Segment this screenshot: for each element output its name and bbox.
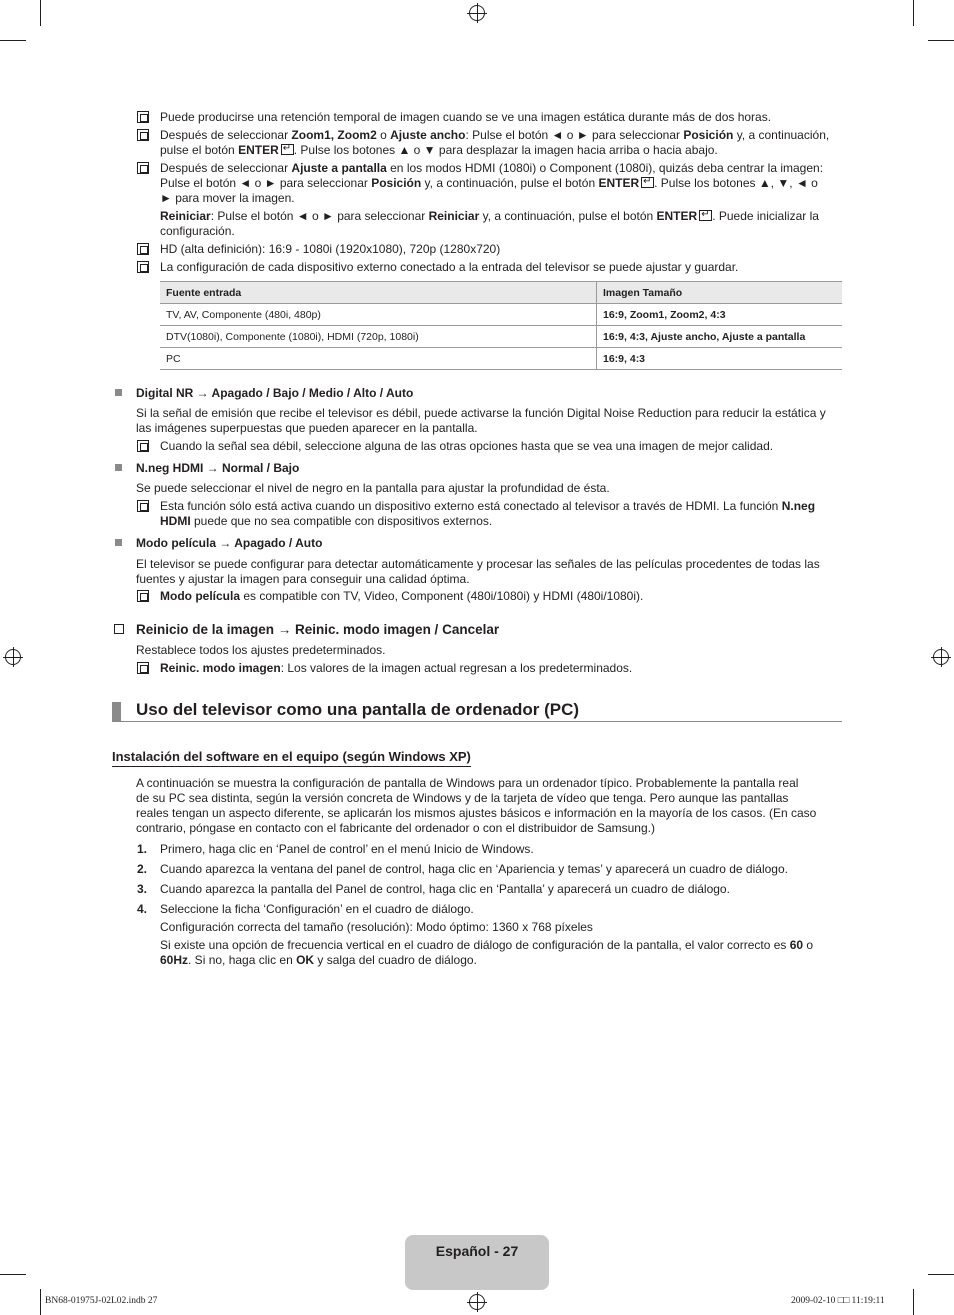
note-text: La configuración de cada dispositivo externo conectado a la entrada del televisor se puede ajustar y guardar. — [160, 260, 739, 274]
registration-mark-icon — [469, 1294, 485, 1310]
body-text: Si la señal de emisión que recibe el televisor es débil, puede activarse la función Digital Noise Reduction para reducir la estática y — [136, 406, 826, 420]
enter-icon — [641, 177, 654, 188]
note-text: Reiniciar: Pulse el botón ◄ o ► para seleccionar Reiniciar y, a continuación, pulse el botón ENTER↵ . Puede inicializar la — [160, 209, 819, 224]
note-text: HDMI puede que no sea compatible con dispositivos externos. — [160, 514, 493, 528]
note-text: HD (alta definición): 16:9 - 1080i (1920x1080), 720p (1280x720) — [160, 242, 501, 256]
checkbox-bullet-icon — [114, 624, 124, 634]
note-text: Después de seleccionar Zoom1, Zoom2 o Ajuste ancho: Pulse el botón ◄ o ► para seleccionar Posición y, a continuación, — [160, 128, 830, 142]
note-text: pulse el botón ENTER↵ . Pulse los botones ▲ o ▼ para desplazar la imagen hacia arriba o hacia abajo. — [160, 143, 718, 158]
body-text: Restablece todos los ajustes predeterminados. — [136, 643, 386, 657]
crop-mark — [913, 0, 914, 26]
note-text: Cuando la señal sea débil, seleccione alguna de las otras opciones hasta que se vea una imagen de mejor calidad. — [160, 439, 774, 453]
table-header: Fuente entrada — [160, 282, 597, 304]
note-text: Pulse el botón ◄ o ► para seleccionar Posición y, a continuación, pulse el botón ENTER↵ . Pulse los botones ▲, ▼, ◄ o — [160, 176, 818, 191]
table-cell: 16:9, 4:3 — [597, 348, 843, 370]
item-title: N.neg HDMI → Normal / Bajo — [136, 461, 300, 475]
enter-icon — [281, 144, 294, 155]
table-row — [160, 326, 842, 348]
item-title: Modo película → Apagado / Auto — [136, 536, 323, 550]
table-cell: DTV(1080i), Componente (1080i), HDMI (720p, 1080i) — [160, 326, 597, 348]
bullet-square-icon — [115, 464, 122, 471]
note-text: Esta función sólo está activa cuando un dispositivo externo está conectado al televisor a través de HDMI. La función N.neg — [160, 499, 816, 513]
step-text: Cuando aparezca la pantalla del Panel de control, haga clic en ‘Pantalla’ y aparecerá un cuadro de diálogo. — [160, 882, 730, 896]
step-text: Configuración correcta del tamaño (resolución): Modo óptimo: 1360 x 768 píxeles — [160, 920, 593, 934]
note-icon — [137, 129, 149, 141]
registration-mark-icon — [5, 649, 21, 665]
crop-mark — [0, 40, 26, 41]
step-text: 60Hz. Si no, haga clic en OK y salga del cuadro de diálogo. — [160, 953, 477, 967]
page-number: Español - 27 — [435, 1243, 519, 1259]
crop-mark — [0, 1274, 26, 1275]
note-icon — [137, 243, 149, 255]
body-text: fuentes y ajustar la imagen para conseguir una calidad óptima. — [136, 572, 470, 586]
intro-text: A continuación se muestra la configuración de pantalla de Windows para un ordenador típico. Probablemente la pantalla real — [136, 776, 799, 790]
intro-text: de su PC sea distinta, según la versión concreta de Windows y de la tarjeta de vídeo que tenga. Pero aunque las pantallas — [136, 791, 789, 805]
bullet-square-icon — [115, 389, 122, 396]
table-header: Imagen Tamaño — [597, 282, 843, 304]
step-number: 3. — [137, 882, 148, 896]
step-number: 4. — [137, 902, 148, 916]
note-icon — [137, 261, 149, 273]
registration-mark-icon — [933, 649, 949, 665]
table-cell: 16:9, Zoom1, Zoom2, 4:3 — [597, 304, 843, 326]
note-icon — [137, 500, 149, 512]
crop-mark — [40, 1289, 41, 1315]
table-cell: PC — [160, 348, 597, 370]
subsection-title: Instalación del software en el equipo (según Windows XP) — [112, 749, 471, 767]
note-text: configuración. — [160, 224, 235, 238]
table-cell: 16:9, 4:3, Ajuste ancho, Ajuste a pantalla — [597, 326, 843, 348]
note-text: Puede producirse una retención temporal de imagen cuando se ve una imagen estática durante más de dos horas. — [160, 110, 772, 124]
item-title: Reinicio de la imagen → Reinic. modo imagen / Cancelar — [136, 622, 500, 637]
footer-timestamp: 2009-02-10 □□ 11:19:11 — [791, 1296, 885, 1306]
crop-mark — [928, 1274, 954, 1275]
crop-mark — [913, 1289, 914, 1315]
table-cell: TV, AV, Componente (480i, 480p) — [160, 304, 597, 326]
crop-mark — [928, 40, 954, 41]
enter-icon — [699, 210, 712, 221]
note-icon — [137, 590, 149, 602]
step-text: Si existe una opción de frecuencia vertical en el cuadro de diálogo de configuración de la pantalla, el valor correcto es 60 o — [160, 938, 814, 952]
note-text: ► para mover la imagen. — [160, 191, 295, 205]
note-icon — [137, 162, 149, 174]
note-icon — [137, 440, 149, 452]
step-text: Seleccione la ficha ‘Configuración’ en el cuadro de diálogo. — [160, 902, 474, 916]
body-text: Se puede seleccionar el nivel de negro en la pantalla para ajustar la profundidad de ésta. — [136, 481, 610, 495]
body-text: El televisor se puede configurar para detectar automáticamente y procesar las señales de las películas procedentes de todas las — [136, 557, 820, 571]
item-title: Digital NR → Apagado / Bajo / Medio / Alto / Auto — [136, 386, 414, 400]
step-text: Cuando aparezca la ventana del panel de control, haga clic en ‘Apariencia y temas’ y aparecerá un cuadro de diálogo. — [160, 862, 788, 876]
table-header-row — [160, 282, 842, 304]
registration-mark-icon — [469, 5, 485, 21]
note-text: Después de seleccionar Ajuste a pantalla en los modos HDMI (1080i) o Component (1080i), quizás deba centrar la imagen: — [160, 161, 824, 175]
section-marker — [112, 702, 121, 722]
crop-mark — [40, 0, 41, 26]
intro-text: reales tengan un aspecto diferente, se aplicarán los mismos ajustes básicos e información en la mayoría de los casos. (En caso — [136, 806, 817, 820]
section-rule — [112, 721, 842, 722]
intro-text: contrario, póngase en contacto con el fabricante del ordenador o con el distribuidor de Samsung.) — [136, 821, 655, 835]
note-icon — [137, 111, 149, 123]
size-table — [160, 281, 842, 370]
section-title: Uso del televisor como una pantalla de ordenador (PC) — [136, 700, 580, 719]
note-text: Reinic. modo imagen: Los valores de la imagen actual regresan a los predeterminados. — [160, 661, 633, 675]
table-row — [160, 348, 842, 370]
table-row — [160, 304, 842, 326]
body-text: las imágenes superpuestas que pueden aparecer en la pantalla. — [136, 421, 478, 435]
footer-file: BN68-01975J-02L02.indb 27 — [45, 1296, 158, 1306]
note-text: Modo película es compatible con TV, Video, Component (480i/1080i) y HDMI (480i/1080i). — [160, 589, 644, 603]
step-text: Primero, haga clic en ‘Panel de control’ en el menú Inicio de Windows. — [160, 842, 534, 856]
bullet-square-icon — [115, 539, 122, 546]
note-icon — [137, 662, 149, 674]
step-number: 1. — [137, 842, 148, 856]
step-number: 2. — [137, 862, 148, 876]
